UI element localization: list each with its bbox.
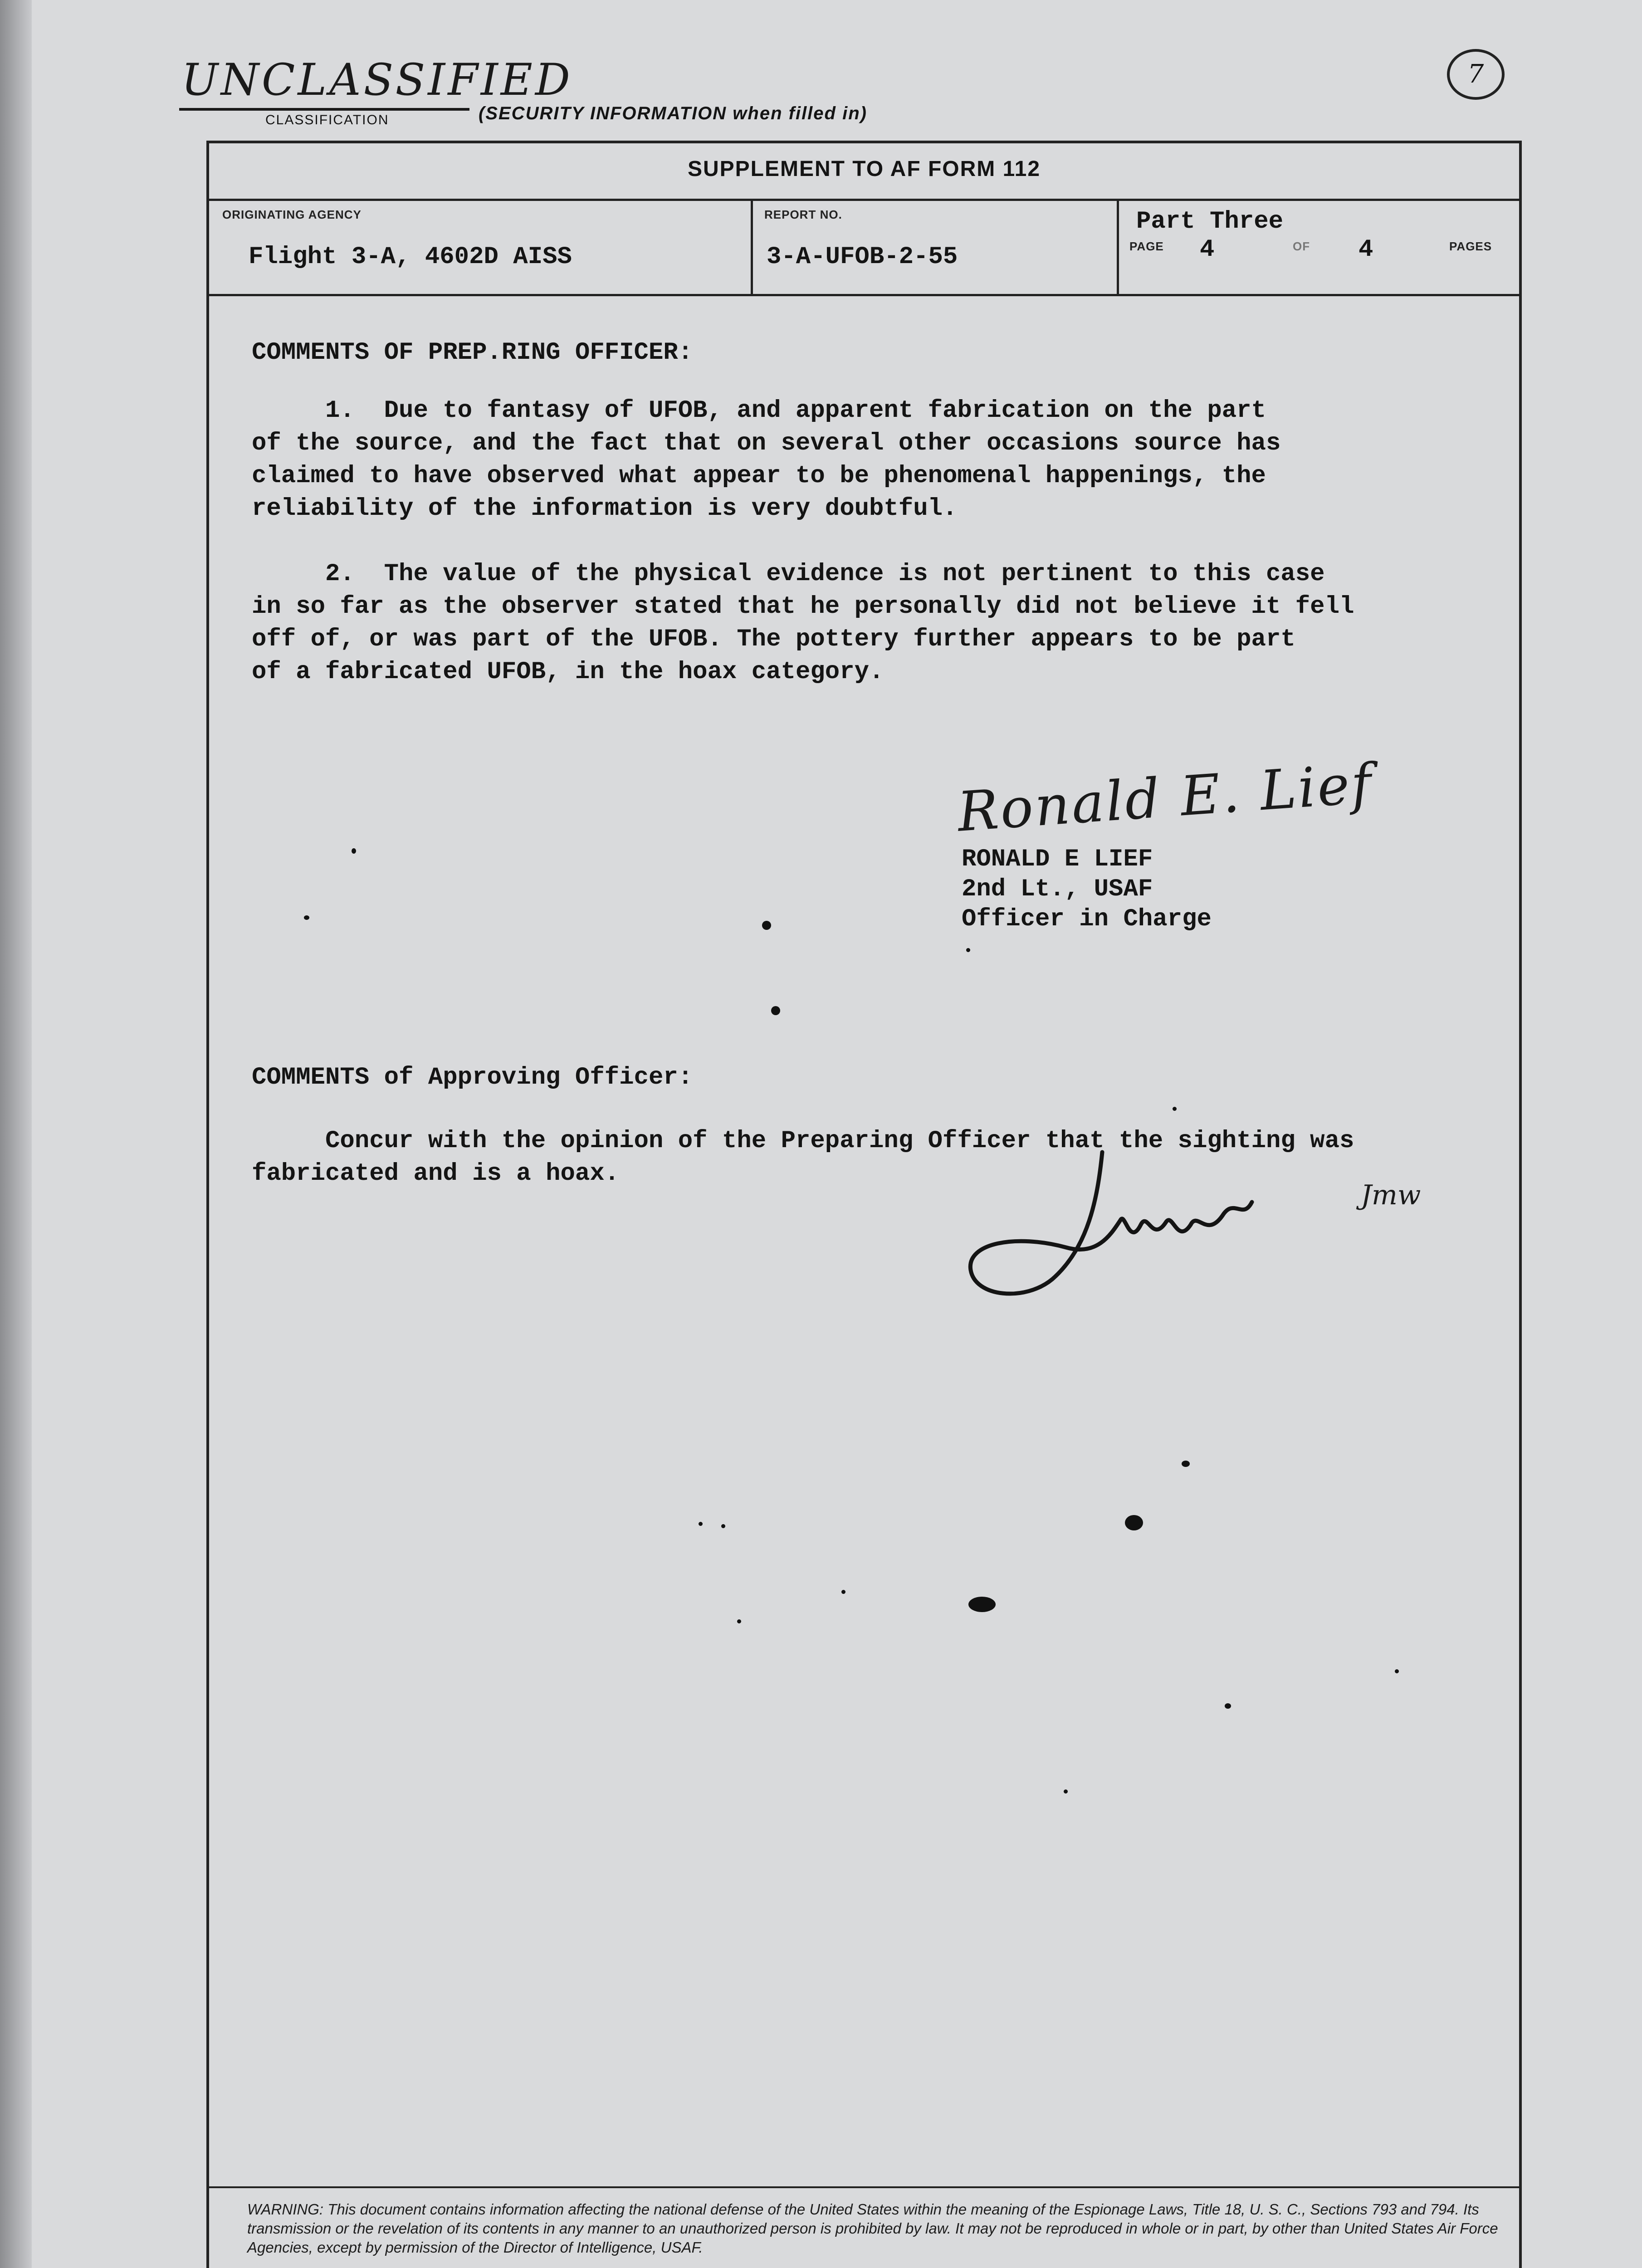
preparing-signature: Ronald E. Lief	[955, 752, 1375, 844]
originating-agency-label: ORIGINATING AGENCY	[222, 208, 362, 221]
scan-speck	[1182, 1461, 1190, 1467]
scan-speck	[1125, 1515, 1143, 1530]
page-label: PAGE	[1129, 240, 1164, 253]
report-page-divider	[1117, 199, 1119, 295]
agency-report-divider	[751, 199, 753, 295]
scan-speck	[737, 1619, 741, 1623]
scan-speck	[1064, 1789, 1068, 1794]
warning-divider	[206, 2186, 1522, 2188]
scan-speck	[352, 848, 356, 854]
scan-speck	[1395, 1669, 1399, 1673]
approving-initials-flourish	[962, 1143, 1288, 1311]
preparing-paragraph-1: 1. Due to fantasy of UFOB, and apparent fabrication on the part of the source, and the fact that on several other occasions source has claimed to have observed what appear to be phenomenal happenings, the reliability of the information is very doubtful.	[252, 397, 1281, 523]
page-mark-circle	[1447, 49, 1505, 100]
title-divider	[206, 199, 1522, 201]
part-value: Part Three	[1136, 208, 1284, 235]
scan-speck	[304, 915, 309, 920]
scan-speck	[968, 1597, 996, 1612]
scan-edge-shadow	[0, 0, 32, 2268]
scan-speck	[771, 1006, 780, 1015]
pages-label: PAGES	[1449, 240, 1492, 253]
scan-speck	[721, 1524, 725, 1528]
scan-speck	[1173, 1107, 1177, 1111]
scan-speck	[699, 1522, 703, 1526]
header-classification-handwritten: UNCLASSIFIED	[181, 54, 573, 105]
scan-speck	[1225, 1703, 1231, 1709]
preparing-signature-block	[962, 845, 1212, 934]
approving-initials: Jmw	[1361, 1179, 1421, 1211]
of-label: OF	[1293, 240, 1310, 253]
warning-text: WARNING: This document contains information affecting the national defense of the United States within the meaning of the Espionage Laws, Title 18, U. S. C., Sections 793 and 794. Its transmission or the revelation of its contents in any manner to an unauthorized person is prohibited by law. It may not be reproduced in whole or in part, by other than United States Air Force Agencies, except by permission of the Director of Intelligence, USAF.	[247, 2201, 1498, 2256]
preparing-officer-title: Officer in Charge	[962, 905, 1212, 933]
scan-speck	[841, 1590, 845, 1594]
approving-heading: COMMENTS of Approving Officer:	[252, 1064, 693, 1091]
header-box-divider	[206, 294, 1522, 296]
header-security-note: (SECURITY INFORMATION when filled in)	[479, 103, 867, 123]
page-value: 4	[1200, 236, 1215, 264]
preparing-officer-name: RONALD E LIEF	[962, 846, 1153, 873]
header-classification-underline	[179, 108, 469, 111]
scan-speck	[966, 948, 970, 952]
preparing-paragraph-2: 2. The value of the physical evidence is not pertinent to this case in so far as the observer stated that he personally did not believe it fell off of, or was part of the UFOB. The pottery further appears to be part of a fabricated UFOB, in the hoax category.	[252, 560, 1354, 686]
form-title: SUPPLEMENT TO AF FORM 112	[687, 157, 1041, 181]
preparing-officer-rank: 2nd Lt., USAF	[962, 875, 1153, 903]
header-classification-label: CLASSIFICATION	[265, 112, 389, 127]
preparing-heading: COMMENTS OF PREP.RING OFFICER:	[252, 339, 693, 367]
originating-agency-value: Flight 3-A, 4602D AISS	[249, 243, 572, 271]
scan-speck	[762, 921, 771, 930]
page-mark-number: 7	[1467, 59, 1484, 89]
pages-total-value: 4	[1359, 236, 1373, 264]
report-no-label: REPORT NO.	[764, 208, 842, 221]
report-no-value: 3-A-UFOB-2-55	[767, 243, 958, 271]
approving-paragraph: Concur with the opinion of the Preparing Officer that the sighting was fabricated and is a hoax.	[252, 1127, 1354, 1188]
